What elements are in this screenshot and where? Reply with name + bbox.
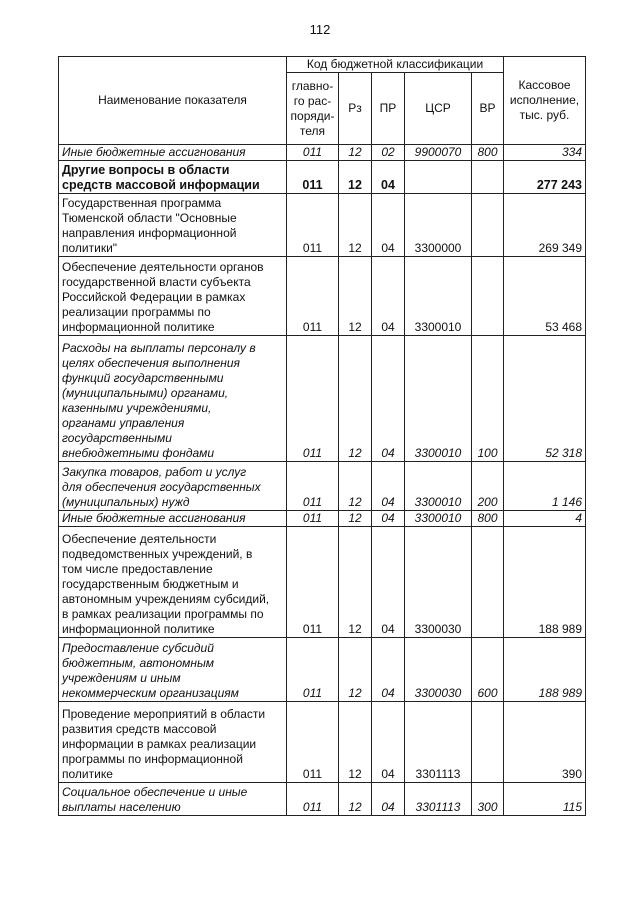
- row-name: Другие вопросы в области средств массовой информации: [59, 161, 287, 194]
- header-main: главно- го рас- поряди- теля: [287, 73, 339, 145]
- row-main: 011: [287, 783, 339, 816]
- row-rz: 12: [339, 527, 372, 638]
- table-row: [59, 511, 586, 527]
- table-row: [59, 257, 586, 336]
- row-rz: 12: [339, 336, 372, 462]
- row-name: Иные бюджетные ассигнования: [59, 511, 287, 527]
- row-sum: 1 146: [504, 462, 586, 511]
- row-pr: 04: [372, 783, 405, 816]
- row-pr: 04: [372, 161, 405, 194]
- row-main: 011: [287, 511, 339, 527]
- row-pr: 04: [372, 511, 405, 527]
- table-row: [59, 638, 586, 702]
- table-row: [59, 702, 586, 783]
- row-vr: 800: [472, 145, 504, 161]
- row-vr: [472, 702, 504, 783]
- row-sum: 115: [504, 783, 586, 816]
- table-row: [59, 783, 586, 816]
- row-csr: 3300010: [405, 462, 472, 511]
- row-csr: 3300030: [405, 527, 472, 638]
- table-row: [59, 336, 586, 462]
- row-sum: 390: [504, 702, 586, 783]
- row-pr: 04: [372, 257, 405, 336]
- row-name: Обеспечение деятельности органов государственной власти субъекта Российской Федерации в рамках реализации программы по информационной политике: [59, 257, 287, 336]
- row-vr: 300: [472, 783, 504, 816]
- row-csr: 3301113: [405, 783, 472, 816]
- row-sum: 4: [504, 511, 586, 527]
- table-row: [59, 145, 586, 161]
- header-group: Код бюджетной классификации: [287, 57, 504, 73]
- row-csr: 9900070: [405, 145, 472, 161]
- row-vr: 800: [472, 511, 504, 527]
- row-main: 011: [287, 336, 339, 462]
- row-rz: 12: [339, 145, 372, 161]
- row-rz: 12: [339, 783, 372, 816]
- header-csr: ЦСР: [405, 73, 472, 145]
- row-rz: 12: [339, 462, 372, 511]
- row-sum: 188 989: [504, 527, 586, 638]
- budget-table: [58, 56, 586, 816]
- row-rz: 12: [339, 638, 372, 702]
- row-rz: 12: [339, 194, 372, 257]
- row-sum: 269 349: [504, 194, 586, 257]
- table-row: [59, 462, 586, 511]
- row-pr: 04: [372, 527, 405, 638]
- row-pr: 04: [372, 638, 405, 702]
- row-main: 011: [287, 638, 339, 702]
- row-vr: 100: [472, 336, 504, 462]
- row-main: 011: [287, 702, 339, 783]
- row-name: Обеспечение деятельности подведомственных учреждений, в том числе предоставление государственным бюджетным и автономным учреждениям субсидий, в рамках реализации программы по информационной политике: [59, 527, 287, 638]
- row-main: 011: [287, 145, 339, 161]
- row-pr: 04: [372, 194, 405, 257]
- header-sum: Кассовое исполнение, тыс. руб.: [504, 57, 586, 145]
- row-pr: 02: [372, 145, 405, 161]
- row-vr: [472, 527, 504, 638]
- row-vr: [472, 161, 504, 194]
- row-rz: 12: [339, 511, 372, 527]
- table-row: [59, 527, 586, 638]
- row-pr: 04: [372, 462, 405, 511]
- row-name: Иные бюджетные ассигнования: [59, 145, 287, 161]
- row-main: 011: [287, 462, 339, 511]
- row-main: 011: [287, 194, 339, 257]
- row-pr: 04: [372, 336, 405, 462]
- page-number: 112: [309, 22, 331, 37]
- row-vr: [472, 194, 504, 257]
- row-name: Расходы на выплаты персоналу в целях обеспечения выполнения функций государственными (муниципальными) органами, казенными учреждениями, органами управления государственными внебюджетными фондами: [59, 336, 287, 462]
- table-row: [59, 194, 586, 257]
- row-name: Социальное обеспечение и иные выплаты населению: [59, 783, 287, 816]
- row-main: 011: [287, 161, 339, 194]
- row-rz: 12: [339, 702, 372, 783]
- header-rz: Рз: [339, 73, 372, 145]
- row-rz: 12: [339, 161, 372, 194]
- row-csr: 3300000: [405, 194, 472, 257]
- row-vr: 600: [472, 638, 504, 702]
- table-row: [59, 161, 586, 194]
- row-sum: 277 243: [504, 161, 586, 194]
- row-csr: 3300030: [405, 638, 472, 702]
- row-sum: 188 989: [504, 638, 586, 702]
- header-vr: ВР: [472, 73, 504, 145]
- header-pr: ПР: [372, 73, 405, 145]
- row-sum: 334: [504, 145, 586, 161]
- row-name: Проведение мероприятий в области развития средств массовой информации в рамках реализации программы по информационной политике: [59, 702, 287, 783]
- row-vr: [472, 257, 504, 336]
- row-name: Предоставление субсидий бюджетным, автономным учреждениям и иным некоммерческим организациям: [59, 638, 287, 702]
- row-sum: 53 468: [504, 257, 586, 336]
- row-csr: 3300010: [405, 257, 472, 336]
- row-sum: 52 318: [504, 336, 586, 462]
- row-vr: 200: [472, 462, 504, 511]
- row-csr: 3300010: [405, 336, 472, 462]
- row-main: 011: [287, 527, 339, 638]
- row-name: Закупка товаров, работ и услуг для обеспечения государственных (муниципальных) нужд: [59, 462, 287, 511]
- row-csr: 3301113: [405, 702, 472, 783]
- row-name: Государственная программа Тюменской области "Основные направления информационной политики": [59, 194, 287, 257]
- row-rz: 12: [339, 257, 372, 336]
- row-csr: 3300010: [405, 511, 472, 527]
- header-name: Наименование показателя: [59, 57, 287, 145]
- row-main: 011: [287, 257, 339, 336]
- row-pr: 04: [372, 702, 405, 783]
- row-csr: [405, 161, 472, 194]
